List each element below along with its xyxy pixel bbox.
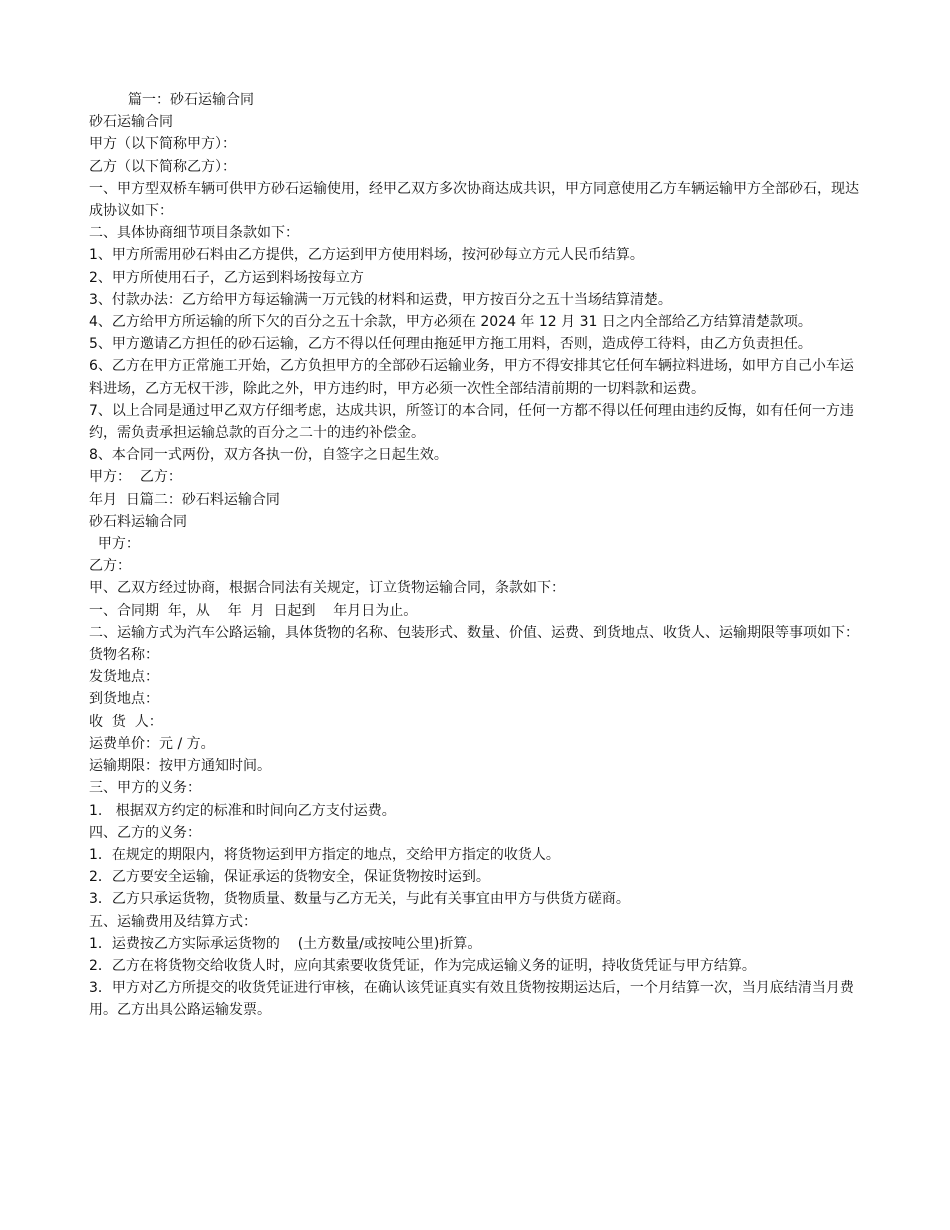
paragraph: 五、运输费用及结算方式： [89,913,257,930]
paragraph: 四、乙方的义务： [89,824,201,841]
paragraph: 到货地点： [89,691,159,708]
paragraph: 三、甲方的义务： [89,780,201,797]
paragraph: 收 货 人： [89,713,163,730]
paragraph: 砂石运输合同 [89,114,173,131]
paragraph: 乙方： [89,558,131,575]
paragraph: 1．运费按乙方实际承运货物的 (土方数量/或按吨公里)折算。 [89,935,482,952]
paragraph: 甲、乙双方经过协商，根据合同法有关规定，订立货物运输合同，条款如下： [89,580,565,597]
paragraph: 2．乙方在将货物交给收货人时，应向其索要收货凭证，作为完成运输义务的证明，持收货凭证与甲方结算。 [89,957,756,974]
paragraph: 6、乙方在甲方正常施工开始，乙方负担甲方的全部砂石运输业务，甲方不得安排其它任何车辆拉料进场，如甲方自己小车运料进场，乙方无权干涉，除此之外，甲方违约时，甲方必须一次性全部结清前期的一切料款和运费。 [89,358,854,397]
paragraph: 2．乙方要安全运输，保证承运的货物安全，保证货物按时运到。 [89,869,490,886]
paragraph: 乙方（以下简称乙方）： [89,158,236,175]
paragraph: 二、具体协商细节项目条款如下： [89,225,299,242]
paragraph: 发货地点： [89,669,159,686]
paragraph: 运输期限：按甲方通知时间。 [89,758,271,775]
paragraph: 1、甲方所需用砂石料由乙方提供，乙方运到甲方使用料场，按河砂每立方元人民币结算。 [89,247,644,264]
document-title: 篇一：砂石运输合同 [128,92,254,108]
paragraph: 5、甲方邀请乙方担任的砂石运输，乙方不得以任何理由拖延甲方拖工用料，否则，造成停工待料，由乙方负责担任。 [89,336,812,353]
paragraph: 4、乙方给甲方所运输的所下欠的百分之五十余款，甲方必须在 2024 年 12 月 31 日之内全部给乙方结算清楚款项。 [89,314,812,331]
paragraph: 砂石料运输合同 [89,513,187,530]
paragraph: 甲方： 乙方： [89,469,182,486]
paragraph: 年月 日篇二：砂石料运输合同 [89,491,280,508]
paragraph: 二、运输方式为汽车公路运输，具体货物的名称、包装形式、数量、价值、运费、到货地点、收货人、运输期限等事项如下： [89,624,859,641]
paragraph: 3．乙方只承运货物，货物质量、数量与乙方无关，与此有关事宜由甲方与供货方磋商。 [89,891,630,908]
paragraph: 7、以上合同是通过甲乙双方仔细考虑，达成共识，所签订的本合同，任何一方都不得以任何理由违约反悔，如有任何一方违约，需负责承担运输总款的百分之二十的违约补偿金。 [89,402,854,442]
document-body [89,111,861,1021]
paragraph: 2、甲方所使用石子，乙方运到料场按每立方 [89,269,364,286]
paragraph: 1. 根据双方约定的标准和时间向乙方支付运费。 [89,802,396,819]
paragraph: 运费单价：元 / 方。 [89,735,215,752]
paragraph: 一、甲方型双桥车辆可供甲方砂石运输使用，经甲乙双方多次协商达成共识，甲方同意使用乙方车辆运输甲方全部砂石，现达成协议如下： [89,180,859,220]
paragraph: 货物名称： [89,647,159,664]
paragraph: 甲方（以下简称甲方）： [89,136,236,153]
paragraph: 甲方： [89,536,140,553]
paragraph: 8、本合同一式两份，双方各执一份，自签字之日起生效。 [89,447,448,464]
contract-document [89,89,861,1022]
paragraph: 1．在规定的期限内，将货物运到甲方指定的地点，交给甲方指定的收货人。 [89,846,560,863]
paragraph: 3．甲方对乙方所提交的收货凭证进行审核，在确认该凭证真实有效且货物按期运达后，一个月结算一次，当月底结清当月费用。乙方出具公路运输发票。 [89,980,854,1019]
paragraph: 一、合同期 年，从 年 月 日起到 年月日为止。 [89,602,418,619]
paragraph: 3、付款办法：乙方给甲方每运输满一万元钱的材料和运费，甲方按百分之五十当场结算清楚。 [89,291,672,308]
